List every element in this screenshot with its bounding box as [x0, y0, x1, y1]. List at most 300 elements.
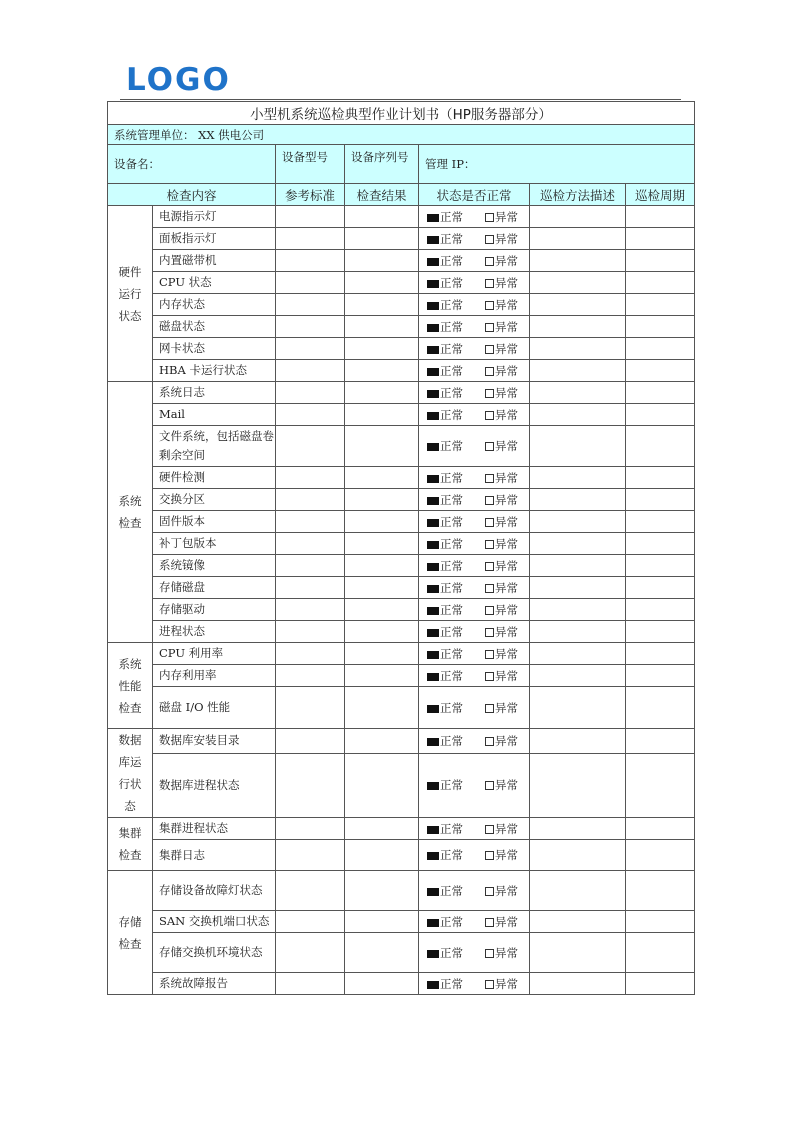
method-cell[interactable]	[530, 818, 626, 840]
cycle-cell[interactable]	[626, 338, 695, 360]
checked-box-icon[interactable]	[427, 280, 439, 288]
method-cell[interactable]	[530, 599, 626, 621]
status-cell	[419, 467, 530, 489]
checked-box-icon[interactable]	[427, 302, 439, 310]
method-cell[interactable]	[530, 577, 626, 599]
check-item: 数据库进程状态	[153, 753, 276, 817]
result-cell[interactable]	[345, 621, 419, 643]
status-cell	[419, 729, 530, 754]
reference-cell[interactable]	[276, 643, 345, 665]
reference-cell[interactable]	[276, 818, 345, 840]
check-item: 内存状态	[153, 294, 276, 316]
result-cell[interactable]	[345, 316, 419, 338]
cycle-cell[interactable]	[626, 933, 695, 973]
result-cell[interactable]	[345, 555, 419, 577]
checked-box-icon[interactable]	[427, 782, 439, 790]
header-result: 检查结果	[345, 184, 419, 206]
normal-label: 正常	[440, 319, 463, 334]
table-row	[108, 316, 695, 338]
cycle-cell[interactable]	[626, 382, 695, 404]
reference-cell[interactable]	[276, 206, 345, 228]
checked-box-icon[interactable]	[427, 919, 439, 927]
unchecked-box-icon[interactable]	[485, 949, 494, 958]
check-item: 系统故障报告	[153, 973, 276, 995]
unchecked-box-icon[interactable]	[485, 825, 494, 834]
result-cell[interactable]	[345, 228, 419, 250]
unchecked-box-icon[interactable]	[485, 442, 494, 451]
table-row	[108, 933, 695, 973]
reference-cell[interactable]	[276, 426, 345, 467]
normal-label: 正常	[440, 580, 463, 595]
table-row	[108, 404, 695, 426]
check-item: 网卡状态	[153, 338, 276, 360]
normal-label: 正常	[440, 700, 463, 715]
unchecked-box-icon[interactable]	[485, 851, 494, 860]
reference-cell[interactable]	[276, 338, 345, 360]
reference-cell[interactable]	[276, 382, 345, 404]
abnormal-label: 异常	[495, 319, 518, 334]
table-row	[108, 228, 695, 250]
normal-label: 正常	[440, 209, 463, 224]
reference-cell[interactable]	[276, 933, 345, 973]
cycle-cell[interactable]	[626, 599, 695, 621]
method-cell[interactable]	[530, 467, 626, 489]
method-cell[interactable]	[530, 250, 626, 272]
unchecked-box-icon[interactable]	[485, 257, 494, 266]
result-cell[interactable]	[345, 360, 419, 382]
unchecked-box-icon[interactable]	[485, 704, 494, 713]
status-cell	[419, 911, 530, 933]
cycle-cell[interactable]	[626, 316, 695, 338]
normal-label: 正常	[440, 385, 463, 400]
cycle-cell[interactable]	[626, 489, 695, 511]
checked-box-icon[interactable]	[427, 475, 439, 483]
status-cell	[419, 338, 530, 360]
cycle-cell[interactable]	[626, 360, 695, 382]
checked-box-icon[interactable]	[427, 368, 439, 376]
reference-cell[interactable]	[276, 250, 345, 272]
check-item: 面板指示灯	[153, 228, 276, 250]
method-cell[interactable]	[530, 294, 626, 316]
table-row	[108, 687, 695, 729]
normal-label: 正常	[440, 439, 463, 453]
cycle-cell[interactable]	[626, 467, 695, 489]
normal-label: 正常	[440, 514, 463, 529]
table-row	[108, 511, 695, 533]
reference-cell[interactable]	[276, 665, 345, 687]
result-cell[interactable]	[345, 272, 419, 294]
table-row	[108, 621, 695, 643]
status-cell	[419, 933, 530, 973]
checked-box-icon[interactable]	[427, 563, 439, 571]
header-cycle: 巡检周期	[626, 184, 695, 206]
method-cell[interactable]	[530, 871, 626, 911]
unchecked-box-icon[interactable]	[485, 584, 494, 593]
unchecked-box-icon[interactable]	[485, 980, 494, 989]
logo: LOGO	[126, 62, 231, 98]
checked-box-icon[interactable]	[427, 519, 439, 527]
reference-cell[interactable]	[276, 973, 345, 995]
check-item: 文件系统，包括磁盘卷剩余空间	[153, 426, 276, 467]
unchecked-box-icon[interactable]	[485, 323, 494, 332]
abnormal-label: 异常	[495, 580, 518, 595]
method-cell[interactable]	[530, 533, 626, 555]
table-row	[108, 555, 695, 577]
method-cell[interactable]	[530, 404, 626, 426]
checked-box-icon[interactable]	[427, 852, 439, 860]
checked-box-icon[interactable]	[427, 258, 439, 266]
cycle-cell[interactable]	[626, 753, 695, 817]
cycle-cell[interactable]	[626, 621, 695, 643]
table-row	[108, 753, 695, 817]
cycle-cell[interactable]	[626, 404, 695, 426]
method-cell[interactable]	[530, 206, 626, 228]
cycle-cell[interactable]	[626, 643, 695, 665]
check-item: 系统日志	[153, 382, 276, 404]
result-cell[interactable]	[345, 338, 419, 360]
status-cell	[419, 533, 530, 555]
unchecked-box-icon[interactable]	[485, 213, 494, 222]
result-cell[interactable]	[345, 599, 419, 621]
table-row	[108, 206, 695, 228]
result-cell[interactable]	[345, 933, 419, 973]
status-cell	[419, 818, 530, 840]
normal-label: 正常	[440, 492, 463, 507]
method-cell[interactable]	[530, 511, 626, 533]
management-ip-label: 管理 IP：	[419, 145, 695, 184]
abnormal-label: 异常	[495, 231, 518, 246]
unchecked-box-icon[interactable]	[485, 887, 494, 896]
category-cell: 系统 性能 检查	[108, 643, 153, 729]
status-cell	[419, 489, 530, 511]
unchecked-box-icon[interactable]	[485, 518, 494, 527]
result-cell[interactable]	[345, 643, 419, 665]
cycle-cell[interactable]	[626, 911, 695, 933]
reference-cell[interactable]	[276, 621, 345, 643]
result-cell[interactable]	[345, 911, 419, 933]
checked-box-icon[interactable]	[427, 607, 439, 615]
checked-box-icon[interactable]	[427, 981, 439, 989]
result-cell[interactable]	[345, 489, 419, 511]
method-cell[interactable]	[530, 555, 626, 577]
cycle-cell[interactable]	[626, 818, 695, 840]
table-row	[108, 643, 695, 665]
reference-cell[interactable]	[276, 840, 345, 871]
normal-label: 正常	[440, 341, 463, 356]
check-item: 硬件检测	[153, 467, 276, 489]
method-cell[interactable]	[530, 643, 626, 665]
reference-cell[interactable]	[276, 316, 345, 338]
table-row	[108, 294, 695, 316]
device-name-label: 设备名：	[108, 145, 276, 184]
result-cell[interactable]	[345, 467, 419, 489]
check-item: 集群日志	[153, 840, 276, 871]
checked-box-icon[interactable]	[427, 585, 439, 593]
unchecked-box-icon[interactable]	[485, 606, 494, 615]
checked-box-icon[interactable]	[427, 738, 439, 746]
checked-box-icon[interactable]	[427, 214, 439, 222]
cycle-cell[interactable]	[626, 665, 695, 687]
abnormal-label: 异常	[495, 363, 518, 378]
abnormal-label: 异常	[495, 558, 518, 573]
header-status: 状态是否正常	[419, 184, 530, 206]
normal-label: 正常	[440, 297, 463, 312]
status-cell	[419, 871, 530, 911]
reference-cell[interactable]	[276, 555, 345, 577]
status-cell	[419, 316, 530, 338]
checked-box-icon[interactable]	[427, 705, 439, 713]
table-row	[108, 665, 695, 687]
status-cell	[419, 973, 530, 995]
reference-cell[interactable]	[276, 753, 345, 817]
status-cell	[419, 250, 530, 272]
table-row	[108, 871, 695, 911]
reference-cell[interactable]	[276, 533, 345, 555]
method-cell[interactable]	[530, 687, 626, 729]
cycle-cell[interactable]	[626, 228, 695, 250]
checked-box-icon[interactable]	[427, 497, 439, 505]
checked-box-icon[interactable]	[427, 412, 439, 420]
abnormal-label: 异常	[495, 700, 518, 715]
table-row	[108, 840, 695, 871]
normal-label: 正常	[440, 624, 463, 639]
reference-cell[interactable]	[276, 489, 345, 511]
check-item: 电源指示灯	[153, 206, 276, 228]
checked-box-icon[interactable]	[427, 236, 439, 244]
result-cell[interactable]	[345, 250, 419, 272]
checked-box-icon[interactable]	[427, 390, 439, 398]
check-item: 磁盘状态	[153, 316, 276, 338]
unchecked-box-icon[interactable]	[485, 496, 494, 505]
cycle-cell[interactable]	[626, 272, 695, 294]
method-cell[interactable]	[530, 911, 626, 933]
normal-label: 正常	[440, 976, 463, 991]
status-cell	[419, 294, 530, 316]
reference-cell[interactable]	[276, 911, 345, 933]
result-cell[interactable]	[345, 973, 419, 995]
cycle-cell[interactable]	[626, 206, 695, 228]
cycle-cell[interactable]	[626, 294, 695, 316]
method-cell[interactable]	[530, 621, 626, 643]
cycle-cell[interactable]	[626, 840, 695, 871]
check-item: 补丁包版本	[153, 533, 276, 555]
check-item: Mail	[153, 404, 276, 426]
cycle-cell[interactable]	[626, 426, 695, 467]
unchecked-box-icon[interactable]	[485, 650, 494, 659]
check-item: 内存利用率	[153, 665, 276, 687]
table-row	[108, 360, 695, 382]
method-cell[interactable]	[530, 840, 626, 871]
abnormal-label: 异常	[495, 536, 518, 551]
cycle-cell[interactable]	[626, 871, 695, 911]
result-cell[interactable]	[345, 533, 419, 555]
abnormal-label: 异常	[495, 646, 518, 661]
method-cell[interactable]	[530, 382, 626, 404]
result-cell[interactable]	[345, 382, 419, 404]
unchecked-box-icon[interactable]	[485, 411, 494, 420]
checked-box-icon[interactable]	[427, 950, 439, 958]
normal-label: 正常	[440, 945, 463, 960]
category-cell: 集群 检查	[108, 818, 153, 871]
abnormal-label: 异常	[495, 470, 518, 485]
method-cell[interactable]	[530, 316, 626, 338]
method-cell[interactable]	[530, 338, 626, 360]
check-item: SAN 交换机端口状态	[153, 911, 276, 933]
result-cell[interactable]	[345, 729, 419, 754]
category-cell: 系统 检查	[108, 382, 153, 643]
checked-box-icon[interactable]	[427, 629, 439, 637]
unchecked-box-icon[interactable]	[485, 474, 494, 483]
reference-cell[interactable]	[276, 294, 345, 316]
check-item: 系统镜像	[153, 555, 276, 577]
normal-label: 正常	[440, 363, 463, 378]
unchecked-box-icon[interactable]	[485, 781, 494, 790]
cycle-cell[interactable]	[626, 250, 695, 272]
status-cell	[419, 511, 530, 533]
normal-label: 正常	[440, 778, 463, 793]
normal-label: 正常	[440, 821, 463, 836]
unchecked-box-icon[interactable]	[485, 672, 494, 681]
abnormal-label: 异常	[495, 602, 518, 617]
reference-cell[interactable]	[276, 871, 345, 911]
abnormal-label: 异常	[495, 407, 518, 422]
method-cell[interactable]	[530, 272, 626, 294]
checked-box-icon[interactable]	[427, 443, 439, 451]
unchecked-box-icon[interactable]	[485, 345, 494, 354]
abnormal-label: 异常	[495, 439, 518, 453]
header-method: 巡检方法描述	[530, 184, 626, 206]
method-cell[interactable]	[530, 360, 626, 382]
normal-label: 正常	[440, 536, 463, 551]
check-item: 磁盘 I/O 性能	[153, 687, 276, 729]
checked-box-icon[interactable]	[427, 346, 439, 354]
result-cell[interactable]	[345, 294, 419, 316]
device-model-label: 设备型号	[276, 145, 345, 184]
abnormal-label: 异常	[495, 492, 518, 507]
cycle-cell[interactable]	[626, 555, 695, 577]
method-cell[interactable]	[530, 426, 626, 467]
normal-label: 正常	[440, 253, 463, 268]
table-row	[108, 533, 695, 555]
status-cell	[419, 621, 530, 643]
reference-cell[interactable]	[276, 272, 345, 294]
check-item: 固件版本	[153, 511, 276, 533]
unchecked-box-icon[interactable]	[485, 628, 494, 637]
result-cell[interactable]	[345, 871, 419, 911]
reference-cell[interactable]	[276, 467, 345, 489]
cycle-cell[interactable]	[626, 687, 695, 729]
table-row	[108, 489, 695, 511]
reference-cell[interactable]	[276, 687, 345, 729]
table-row	[108, 818, 695, 840]
cycle-cell[interactable]	[626, 577, 695, 599]
abnormal-label: 异常	[495, 733, 518, 748]
unchecked-box-icon[interactable]	[485, 540, 494, 549]
result-cell[interactable]	[345, 206, 419, 228]
normal-label: 正常	[440, 231, 463, 246]
result-cell[interactable]	[345, 687, 419, 729]
reference-cell[interactable]	[276, 577, 345, 599]
reference-cell[interactable]	[276, 228, 345, 250]
unchecked-box-icon[interactable]	[485, 235, 494, 244]
reference-cell[interactable]	[276, 404, 345, 426]
result-cell[interactable]	[345, 840, 419, 871]
method-cell[interactable]	[530, 973, 626, 995]
method-cell[interactable]	[530, 753, 626, 817]
reference-cell[interactable]	[276, 729, 345, 754]
status-cell	[419, 753, 530, 817]
cycle-cell[interactable]	[626, 511, 695, 533]
unchecked-box-icon[interactable]	[485, 279, 494, 288]
status-cell	[419, 599, 530, 621]
normal-label: 正常	[440, 848, 463, 862]
method-cell[interactable]	[530, 228, 626, 250]
method-cell[interactable]	[530, 729, 626, 754]
cycle-cell[interactable]	[626, 533, 695, 555]
abnormal-label: 异常	[495, 883, 518, 898]
category-cell: 硬件 运行 状态	[108, 206, 153, 382]
unchecked-box-icon[interactable]	[485, 562, 494, 571]
reference-cell[interactable]	[276, 360, 345, 382]
header-rule	[120, 99, 681, 100]
result-cell[interactable]	[345, 753, 419, 817]
unchecked-box-icon[interactable]	[485, 301, 494, 310]
table-row	[108, 911, 695, 933]
reference-cell[interactable]	[276, 599, 345, 621]
status-cell	[419, 665, 530, 687]
abnormal-label: 异常	[495, 778, 518, 793]
unchecked-box-icon[interactable]	[485, 737, 494, 746]
reference-cell[interactable]	[276, 511, 345, 533]
result-cell[interactable]	[345, 577, 419, 599]
result-cell[interactable]	[345, 818, 419, 840]
status-cell	[419, 426, 530, 467]
unchecked-box-icon[interactable]	[485, 367, 494, 376]
normal-label: 正常	[440, 602, 463, 617]
status-cell	[419, 643, 530, 665]
check-item: CPU 利用率	[153, 643, 276, 665]
checked-box-icon[interactable]	[427, 651, 439, 659]
status-cell	[419, 404, 530, 426]
cycle-cell[interactable]	[626, 973, 695, 995]
checked-box-icon[interactable]	[427, 673, 439, 681]
checked-box-icon[interactable]	[427, 888, 439, 896]
result-cell[interactable]	[345, 404, 419, 426]
result-cell[interactable]	[345, 665, 419, 687]
table-row	[108, 973, 695, 995]
header-check-content: 检查内容	[108, 184, 276, 206]
unchecked-box-icon[interactable]	[485, 389, 494, 398]
method-cell[interactable]	[530, 933, 626, 973]
checked-box-icon[interactable]	[427, 541, 439, 549]
checked-box-icon[interactable]	[427, 826, 439, 834]
method-cell[interactable]	[530, 489, 626, 511]
result-cell[interactable]	[345, 511, 419, 533]
method-cell[interactable]	[530, 665, 626, 687]
abnormal-label: 异常	[495, 253, 518, 268]
status-cell	[419, 360, 530, 382]
result-cell[interactable]	[345, 426, 419, 467]
unchecked-box-icon[interactable]	[485, 918, 494, 927]
abnormal-label: 异常	[495, 848, 518, 862]
abnormal-label: 异常	[495, 385, 518, 400]
cycle-cell[interactable]	[626, 729, 695, 754]
abnormal-label: 异常	[495, 514, 518, 529]
abnormal-label: 异常	[495, 341, 518, 356]
normal-label: 正常	[440, 883, 463, 898]
abnormal-label: 异常	[495, 914, 518, 929]
checked-box-icon[interactable]	[427, 324, 439, 332]
